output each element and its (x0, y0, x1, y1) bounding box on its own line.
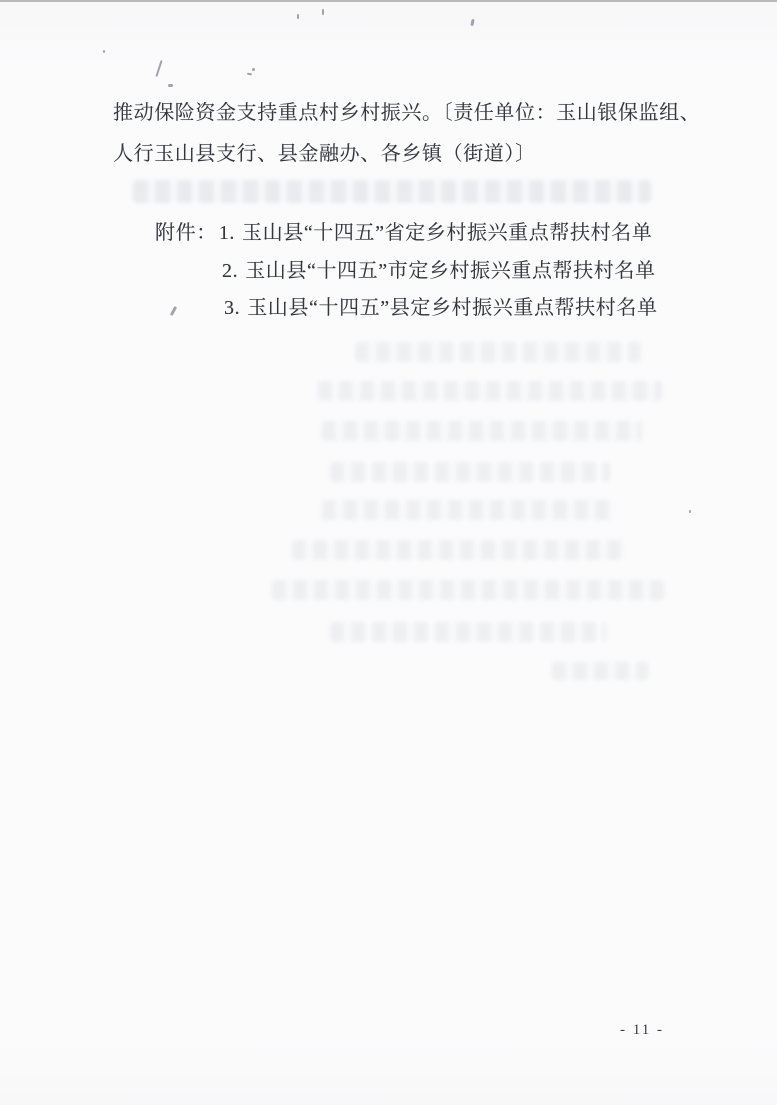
scan-speck (470, 19, 474, 26)
scan-speck (168, 84, 173, 87)
ghost-title-band (133, 180, 651, 203)
attachment-text: 玉山县“十四五”县定乡村振兴重点帮扶村名单 (247, 297, 658, 319)
scan-speck (252, 68, 255, 71)
attachment-line-2 (222, 254, 656, 283)
scan-edge-line (0, 0, 777, 2)
ghost-line (330, 462, 610, 482)
scan-speck (170, 306, 177, 316)
scan-speck (322, 9, 324, 15)
attachment-line-1 (155, 216, 652, 245)
ghost-line (322, 500, 614, 520)
paragraph-line-1: 推动保险资金支持重点村乡村振兴。〔责任单位：玉山银保监组、 (113, 102, 701, 124)
scan-speck (247, 73, 252, 76)
scan-speck (297, 14, 299, 19)
attachment-line-3 (224, 291, 658, 320)
page-number: - 11 - (620, 1022, 664, 1038)
ghost-line (355, 342, 641, 362)
paragraph-line-2: 人行玉山县支行、县金融办、各乡镇（街道）〕 (113, 143, 536, 165)
ghost-line (292, 540, 622, 560)
attachment-text: 玉山县“十四五”市定乡村振兴重点帮扶村名单 (245, 260, 656, 282)
ghost-line (552, 662, 648, 680)
attachment-number: 3. (224, 297, 241, 319)
scan-speck (103, 50, 105, 53)
scan-speck (689, 510, 691, 513)
scan-speck (155, 60, 162, 77)
attachment-number: 2. (222, 260, 239, 282)
attachment-label: 附件： (155, 222, 217, 244)
attachment-number: 1. (218, 222, 236, 244)
ghost-line (318, 381, 662, 401)
ghost-line (272, 580, 664, 600)
ghost-line (322, 421, 642, 441)
attachment-text: 玉山县“十四五”省定乡村振兴重点帮扶村名单 (242, 222, 653, 244)
ghost-line (330, 622, 606, 642)
